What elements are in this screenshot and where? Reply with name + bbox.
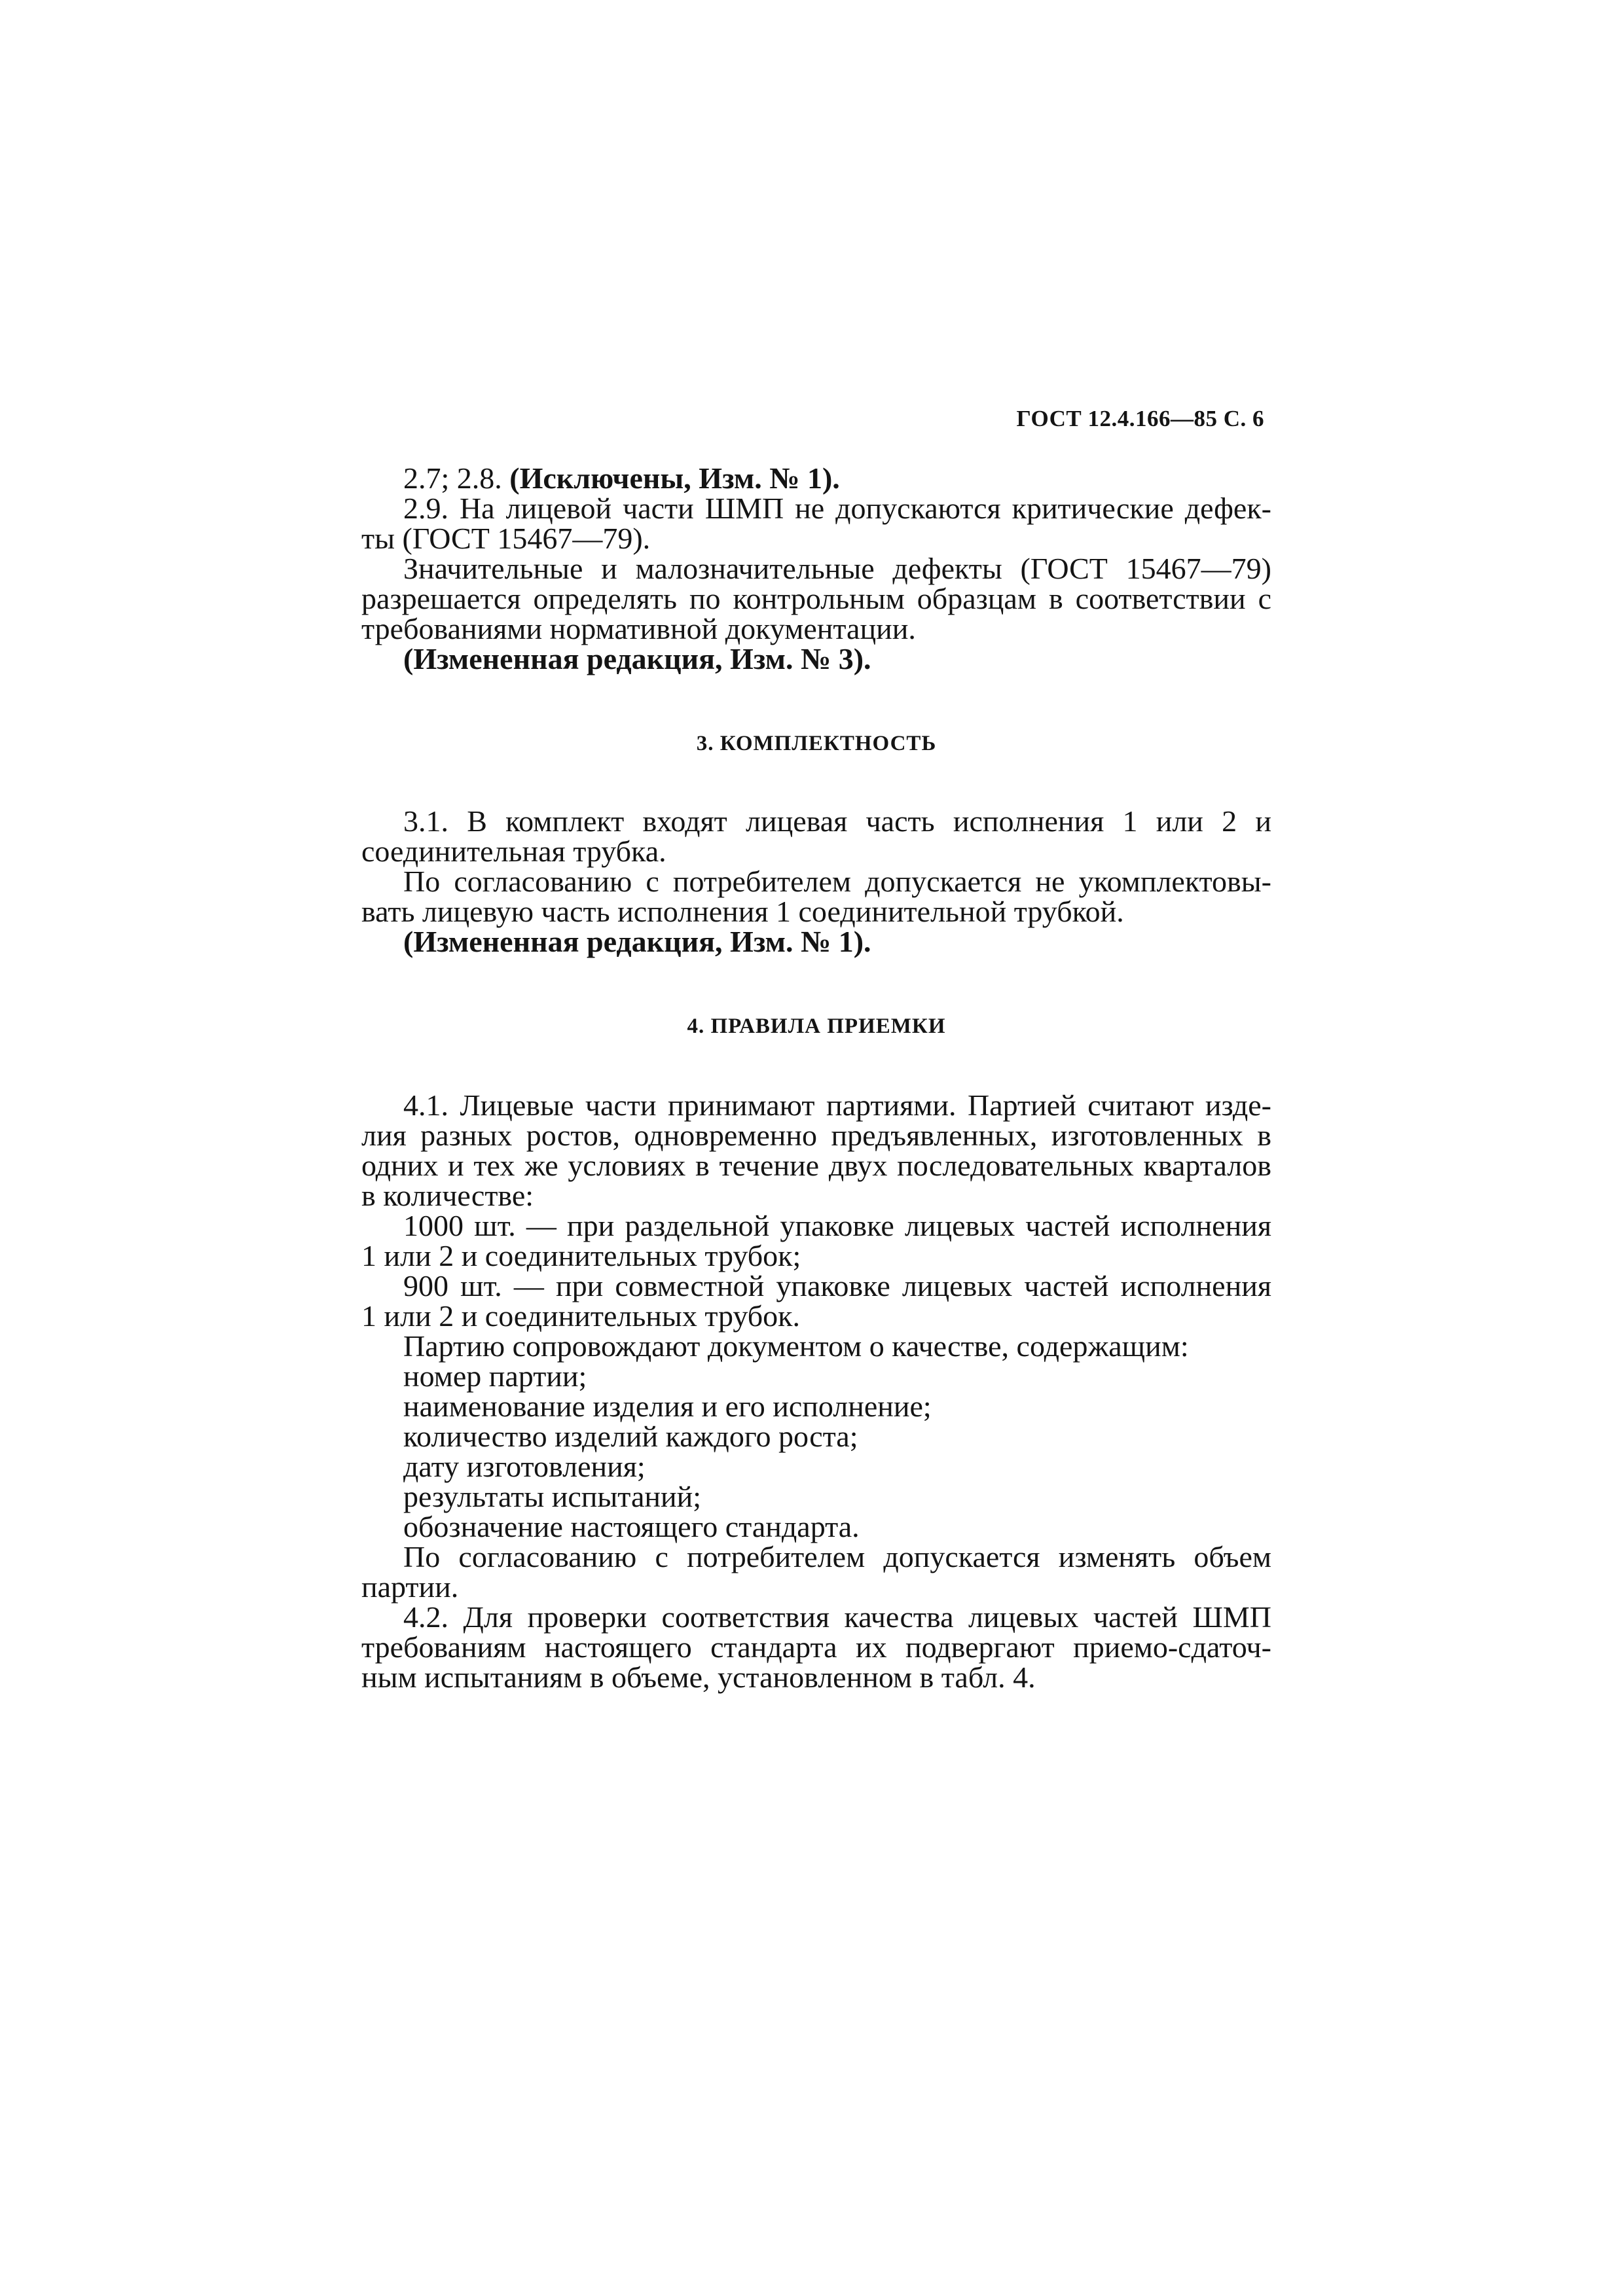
document-list-item: количество изделий каждого роста; [403,1420,858,1453]
page-header: ГОСТ 12.4.166—85 С. 6 [1016,406,1264,431]
amendment-note: (Измененная редакция, Изм. № 1). [403,925,871,958]
paragraph-4-2-line: 4.2. Для проверки соответствия качества лицевых частей ШМП [403,1600,1271,1634]
section-4-text [361,1090,1271,1693]
paragraph-3-1-line: 3.1. В комплект входят лицевая часть исполнения 1 или 2 и [403,804,1271,838]
paragraph-4-1-line: 4.1. Лицевые части принимают партиями. Партией считают изде- [403,1088,1271,1122]
section-3-heading: 3. КОМПЛЕКТНОСТЬ [696,732,937,755]
quantity-item-line: 900 шт. — при совместной упаковке лицевых частей исполнения [403,1269,1271,1302]
document-list-item: результаты испытаний; [403,1480,702,1513]
paragraph-4-1-line: в количестве: [361,1179,534,1212]
paragraph-2-9-line: ты (ГОСТ 15467—79). [361,522,651,555]
paragraph-2-7 [361,463,1271,493]
amendment-note: (Измененная редакция, Изм. № 3). [403,642,871,675]
paragraph-4-2-line: ным испытаниям в объеме, установленном в табл. 4. [361,1660,1036,1694]
quality-document-intro: Партию сопровождают документом о качестве, содержащим: [403,1329,1189,1363]
section-4-heading: 4. ПРАВИЛА ПРИЕМКИ [687,1014,946,1038]
quantity-item-line: 1 или 2 и соединительных трубок; [361,1239,801,1272]
section-2-text [361,463,1271,674]
document-list-item: обозначение настоящего стандарта. [403,1510,860,1543]
paragraph-4-2-line: требованиям настоящего стандарта их подвергают приемо-сдаточ- [361,1630,1271,1664]
paragraph-2-9b-line: разрешается определять по контрольным образцам в соответствии с [361,582,1271,615]
section-3-text [361,806,1271,957]
paragraph-2-9b-line: Значительные и малозначительные дефекты (ГОСТ 15467—79) [403,552,1271,585]
document-list-item: дату изготовления; [403,1450,646,1483]
paragraph-4-1-line: одних и тех же условиях в течение двух последовательных кварталов [361,1149,1271,1182]
batch-volume-line: По согласованию с потребителем допускается изменять объем [403,1540,1271,1573]
paragraph-2-9b-line: требованиями нормативной документации. [361,612,916,645]
batch-volume-line: партии. [361,1570,459,1604]
amendment-note: (Исключены, Изм. № 1). [509,461,840,495]
document-list-item: наименование изделия и его исполнение; [403,1390,932,1423]
paragraph-4-1-line: лия разных ростов, одновременно предъявленных, изготовленных в [361,1119,1271,1152]
paragraph-3-1b-line: По согласованию с потребителем допускается не укомплектовы- [403,865,1271,898]
quantity-item-line: 1000 шт. — при раздельной упаковке лицевых частей исполнения [403,1209,1271,1242]
clause-number: 2.7; 2.8. [403,461,510,495]
paragraph-2-9-line: 2.9. На лицевой части ШМП не допускаются критические дефек- [403,492,1271,525]
paragraph-3-1b-line: вать лицевую часть исполнения 1 соединительной трубкой. [361,895,1124,928]
document-list-item: номер партии; [403,1359,587,1393]
quantity-item-line: 1 или 2 и соединительных трубок. [361,1299,801,1333]
paragraph-3-1-line: соединительная трубка. [361,834,666,868]
